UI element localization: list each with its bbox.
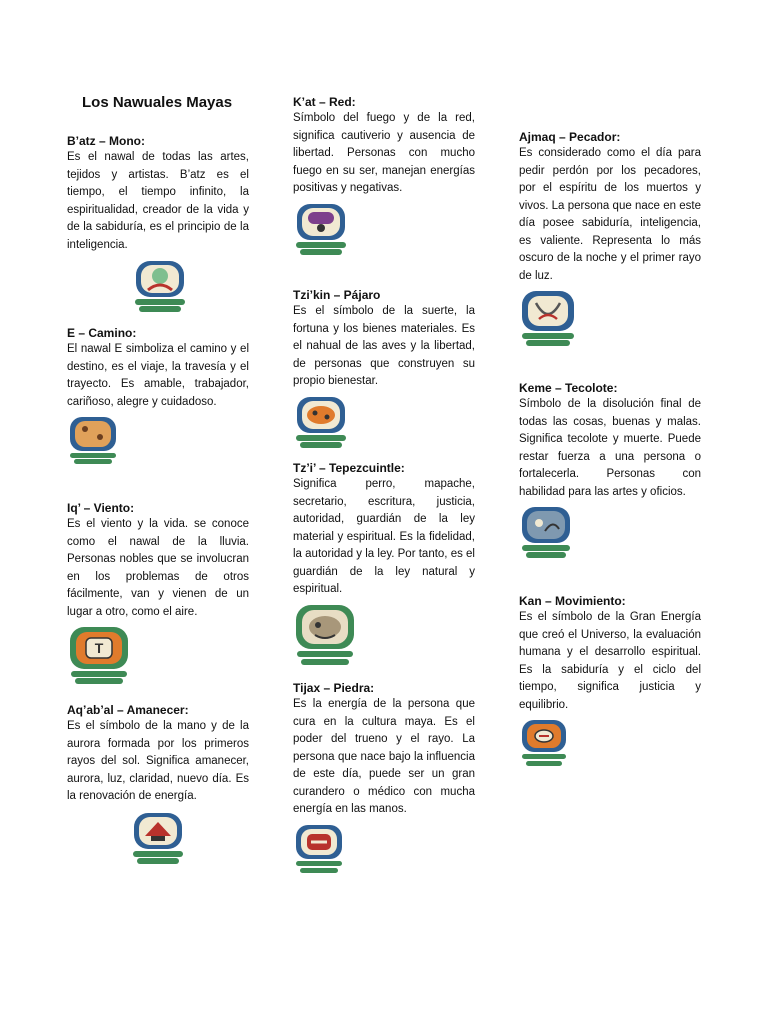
entry-kan [519, 593, 701, 768]
stone-glyph-icon [293, 823, 345, 875]
entry-keme [519, 380, 701, 559]
wind-glyph-icon [67, 625, 131, 685]
entry-title: Tz’i’ – Tepezcuintle: [293, 461, 405, 475]
entry-kat [293, 94, 475, 256]
entry-text: Significa perro, mapache, secretario, escritura, justicia, autoridad, guardián de la ley material y espiritual. Es la fidelidad, la autoridad y la ley. Por tanto, es el guardián de la ley natural y espiritual. [293, 478, 475, 595]
sinner-glyph-icon [519, 289, 577, 347]
entry-ajmaq [519, 129, 701, 347]
entry-title: Kan – Movimiento: [519, 594, 626, 608]
entry-title: Ajmaq – Pecador: [519, 130, 621, 144]
entry-text: Símbolo de la disolución final de todas las cosas, buenas y malas. Significa tecolote y muerte. Puede restar fuerza a una persona o fortalecerla. Personas con habilidad para las artes y oficios. [519, 398, 701, 498]
entry-text: Es el nawal de todas las artes, tejidos y artistas. B’atz es el tiempo, el tiempo infinito, la espiritualidad, creador de la vida y de la sabiduría, es el principio de la inteligencia. [67, 151, 249, 251]
svg-text:T: T [94, 640, 104, 656]
entry-text: Es la energía de la persona que cura en la cultura maya. Es el poder del trueno y el rayo. La persona que nace bajo la influencia de este día, puede ser un gran curandero o médico con mucha energía en las manos. [293, 698, 475, 815]
entry-title: Keme – Tecolote: [519, 381, 618, 395]
entry-title: Iq’ – Viento: [67, 501, 135, 515]
entry-text: Símbolo del fuego y de la red, significa cautiverio y ausencia de libertad. Personas con mucho fuego en su ser, manejan energías positivas y negativas. [293, 112, 475, 194]
entry-tijax [293, 680, 475, 875]
dog-glyph-icon [293, 603, 357, 667]
entry-title: E – Camino: [67, 326, 137, 340]
entry-iq [67, 500, 249, 685]
entry-title: K’at – Red: [293, 95, 356, 109]
entry-text: Es el viento y la vida. se conoce como el nawal de la lluvia. Personas nobles que se involucran en los problemas de otros fácilmente, van y vienen de un lugar a otro, como el aire. [67, 518, 249, 618]
entry-batz [67, 133, 249, 314]
entry-text: Es el símbolo de la Gran Energía que creó el Universo, la evaluación humana y el desarrollo espiritual. Es la sabiduría y el ciclo del tiempo, significa justicia y equilibrio. [519, 611, 701, 711]
dawn-glyph-icon [129, 810, 187, 866]
entry-text: Es el símbolo de la suerte, la fortuna y los bienes materiales. Es el nahual de las aves y la libertad, de personas que construyen su propio bienestar. [293, 305, 475, 387]
entry-tzi [293, 460, 475, 667]
entry-text: El nawal E simboliza el camino y el destino, es el viaje, la travesía y el trayecto. Es amable, trabajador, cariñoso, alegre y cuidadoso. [67, 343, 249, 408]
bird-glyph-icon [293, 395, 349, 449]
monkey-glyph-icon [131, 258, 189, 314]
entry-text: Es el símbolo de la mano y de la aurora formada por los primeros rayos del sol. Significa amanecer, aurora, luz, claridad, nuevo día. Es la renovación de energía. [67, 720, 249, 802]
entry-tzikin [293, 287, 475, 449]
owl-glyph-icon [519, 505, 573, 559]
net-glyph-icon [293, 202, 349, 256]
entry-text: Es considerado como el día para pedir perdón por los pecadores, por el espíritu de los muertos y vivos. La persona que nace en este día posee sabiduría, inteligencia, es valiente. Representa lo más oscuro de la noche y el primer rayo de luz. [519, 147, 701, 282]
entry-aqabal [67, 702, 249, 866]
entry-title: B’atz – Mono: [67, 134, 145, 148]
entry-e [67, 325, 249, 465]
page-title: Los Nawuales Mayas [82, 94, 233, 111]
entry-title: Tijax – Piedra: [293, 681, 375, 695]
movement-glyph-icon [519, 718, 569, 768]
entry-title: Tzi’kin – Pájaro [293, 288, 381, 302]
road-glyph-icon [67, 415, 119, 465]
entry-title: Aq’ab’al – Amanecer: [67, 703, 189, 717]
